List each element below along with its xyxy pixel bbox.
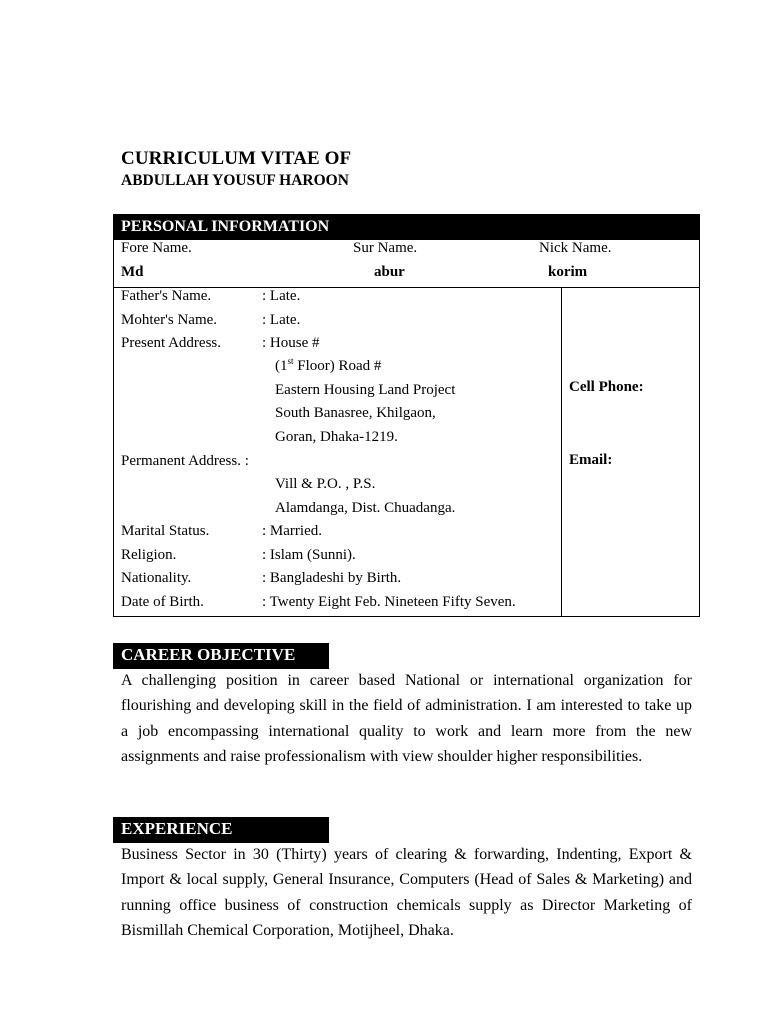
present-address-line-2: (1st Floor) Road # (275, 356, 382, 374)
nationality-label: Nationality. (121, 570, 192, 586)
father-name-label: Father's Name. (121, 288, 212, 304)
date-of-birth-label: Date of Birth. (121, 594, 204, 610)
marital-status-value: : Married. (262, 523, 322, 539)
present-address-line-1: : House # (262, 335, 320, 351)
present-address-line-3: Eastern Housing Land Project (275, 382, 456, 398)
nick-name-value: korim (548, 264, 588, 280)
experience-header: EXPERIENCE (113, 817, 329, 843)
mother-name-value: : Late. (262, 312, 301, 328)
cv-person-name: ABDULLAH YOUSUF HAROON (121, 172, 349, 189)
nick-name-label: Nick Name. (539, 240, 612, 256)
sur-name-value: abur (374, 264, 405, 280)
personal-information-header: PERSONAL INFORMATION (114, 215, 699, 240)
permanent-address-label: Permanent Address. : (121, 453, 249, 469)
cv-title: CURRICULUM VITAE OF (121, 148, 352, 169)
fore-name-label: Fore Name. (121, 240, 192, 256)
career-objective-header: CAREER OBJECTIVE (113, 643, 329, 669)
present-address-label: Present Address. (121, 335, 221, 351)
personal-information-table (113, 214, 700, 617)
permanent-address-line-1: Vill & P.O. , P.S. (275, 476, 376, 492)
religion-value: : Islam (Sunni). (262, 547, 356, 563)
contact-column-divider (561, 287, 562, 616)
marital-status-label: Marital Status. (121, 523, 210, 539)
sur-name-label: Sur Name. (353, 240, 418, 256)
career-objective-text: A challenging position in career based National or international organization for flourishing and developing skill in the field of administration. I am interested to take up a job encompassing international quality to work and learn more from the new assignments and raise professionalism with view shoulder higher responsibilities. (121, 672, 692, 765)
permanent-address-line-2: Alamdanga, Dist. Chuadanga. (275, 500, 456, 516)
nationality-value: : Bangladeshi by Birth. (262, 570, 402, 586)
present-address-line-5: Goran, Dhaka-1219. (275, 429, 398, 445)
religion-label: Religion. (121, 547, 177, 563)
date-of-birth-value: : Twenty Eight Feb. Nineteen Fifty Seven. (262, 594, 516, 610)
cell-phone-label: Cell Phone: (569, 379, 644, 395)
fore-name-value: Md (121, 264, 144, 280)
email-label: Email: (569, 452, 613, 468)
present-address-line-4: South Banasree, Khilgaon, (275, 405, 436, 421)
father-name-value: : Late. (262, 288, 301, 304)
experience-text: Business Sector in 30 (Thirty) years of clearing & forwarding, Indenting, Export & Import & local supply, General Insurance, Computers (Head of Sales & Marketing) and running office business of construction chemicals supply as Director Marketing of Bismillah Chemical Corporation, Motijheel, Dhaka. (121, 846, 692, 939)
mother-name-label: Mohter's Name. (121, 312, 218, 328)
